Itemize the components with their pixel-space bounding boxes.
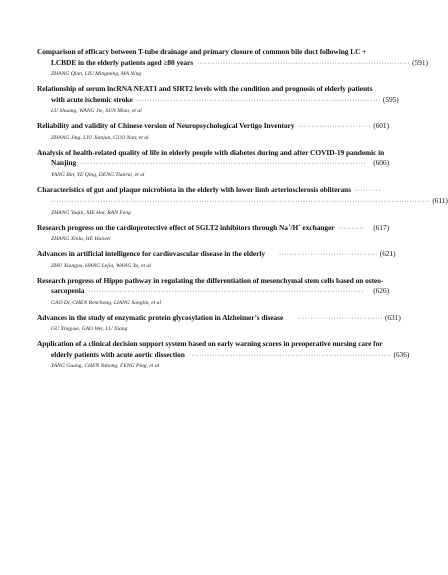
entry-title-line1: Research progress of Hippo pathway in regulating the differentiation of mesenchymal stem cells based on osteo- — [37, 275, 384, 285]
toc-entry — [37, 223, 389, 244]
entry-title-line1: Analysis of health-related quality of life in elderly people with diabetes during and after COVID-19 pandemic in — [37, 147, 385, 157]
entry-title-text: Research progress on the cardioprotective effect of SGLT2 inhibitors through Na+/H+ exchanger — [37, 222, 335, 232]
dot-leader: ·········· — [355, 187, 382, 194]
entry-title-line2 — [37, 57, 428, 70]
dot-leader: ·········· — [338, 225, 365, 232]
entry-authors: YANG Guang, CHEN Yuhong, FENG Ping, et al — [51, 363, 160, 369]
page-number: (601) — [373, 121, 389, 130]
entry-authors: GU Xingyue, GAO Wei, LU Xiang — [51, 326, 128, 332]
entry-authors: ZHU Xiangyu, HANG Lejia, WANG Yu, et al — [51, 262, 151, 269]
entry-title-text: Advances in artificial intelligence for cardiovascular disease in the elderly — [37, 249, 266, 258]
entry-title-text: LCBDE in the elderly patients aged ≥80 years — [51, 57, 194, 67]
entry-title-text: Reliability and validity of Chinese version of Neuropsychological Vertigo Inventory — [37, 121, 295, 130]
entry-authors: YANG Bin, YE Qing, DENG Tianrui, et al — [51, 171, 145, 178]
dot-leader: ·············································································· — [188, 352, 392, 359]
table-of-contents — [37, 47, 448, 370]
dot-leader: ·················································································· — [197, 60, 411, 67]
toc-entry — [37, 184, 448, 217]
entry-title-line1 — [37, 223, 389, 235]
entry-authors: ZHANG Xinlu, HE Huiwei — [51, 236, 111, 242]
entry-title-line2 — [37, 158, 389, 170]
entry-title-line1: Comparison of efficacy between T-tube drainage and primary closure of common bile duct following LC + — [37, 47, 367, 56]
entry-title-line2 — [37, 94, 399, 107]
entry-title-text: Nanjing — [51, 158, 77, 167]
entry-title-line2 — [37, 196, 448, 208]
page-number: (621) — [379, 249, 396, 258]
toc-entry — [37, 249, 396, 270]
page-number: (626) — [373, 286, 389, 295]
dot-leader: ······························································································ — [136, 97, 381, 104]
dot-leader: ······································ — [279, 252, 378, 258]
dot-leader: ·················································································································································· — [51, 199, 431, 205]
page-number: (595) — [382, 94, 399, 104]
entry-authors: LU Shuang, WANG Jie, SUN Miao, et al — [51, 108, 142, 114]
entry-title-line1 — [37, 249, 396, 261]
dot-leader: ································· — [297, 315, 383, 322]
entry-title-text: sarcopenia — [51, 286, 85, 295]
entry-authors: ZHANG Jing, LIU Jianjun, GUO Nan, et al — [51, 134, 149, 141]
entry-title-text: with acute ischemic stroke — [51, 94, 133, 104]
page-number: (611) — [432, 196, 448, 205]
entry-title-text: Characteristics of gut and plaque microbiota in the elderly with lower limb arteriosclerosis obliterans — [37, 184, 352, 194]
entry-title-line1 — [37, 121, 389, 133]
page-number: (606) — [373, 158, 389, 167]
entry-authors: GAO Di, CHEN Renchong, LIANG Songlin, et al — [51, 299, 162, 306]
entry-title-line1 — [37, 185, 389, 197]
toc-entry — [37, 148, 389, 179]
entry-title-text: elderly patients with acute aortic dissection — [51, 349, 185, 359]
entry-title-line2 — [37, 349, 410, 362]
page-number: (617) — [373, 222, 389, 232]
page-number: (591) — [412, 57, 428, 67]
toc-entry — [37, 312, 401, 334]
toc-entry — [37, 47, 428, 78]
dot-leader: ···························· — [298, 124, 372, 130]
entry-authors: ZHANG Yuqin, XIE Hai, RAN Feng — [51, 209, 131, 216]
entry-title-text: Advances in the study of enzymatic protein glycosylation in Alzheimer’s disease — [37, 312, 284, 322]
entry-authors: ZHANG Qian, LIU Mingming, MA Ning — [51, 71, 142, 77]
dot-leader: ·············································································································· — [80, 161, 366, 167]
page-number: (631) — [384, 312, 401, 322]
dot-leader: ·········································································································· — [88, 289, 364, 295]
entry-title-line1: Application of a clinical decision support system based on early warning scores in preoperative nursing care for — [37, 339, 383, 348]
toc-entry — [37, 84, 399, 115]
entry-title-line1: Relationship of serum lncRNA NEAT1 and SIRT2 levels with the condition and prognosis of elderly patients — [37, 84, 373, 93]
toc-entry — [37, 276, 389, 307]
toc-entry — [37, 121, 389, 142]
page-number: (636) — [393, 349, 410, 359]
toc-entry — [37, 339, 410, 370]
entry-title-line2 — [37, 286, 389, 298]
entry-title-line1 — [37, 312, 401, 325]
